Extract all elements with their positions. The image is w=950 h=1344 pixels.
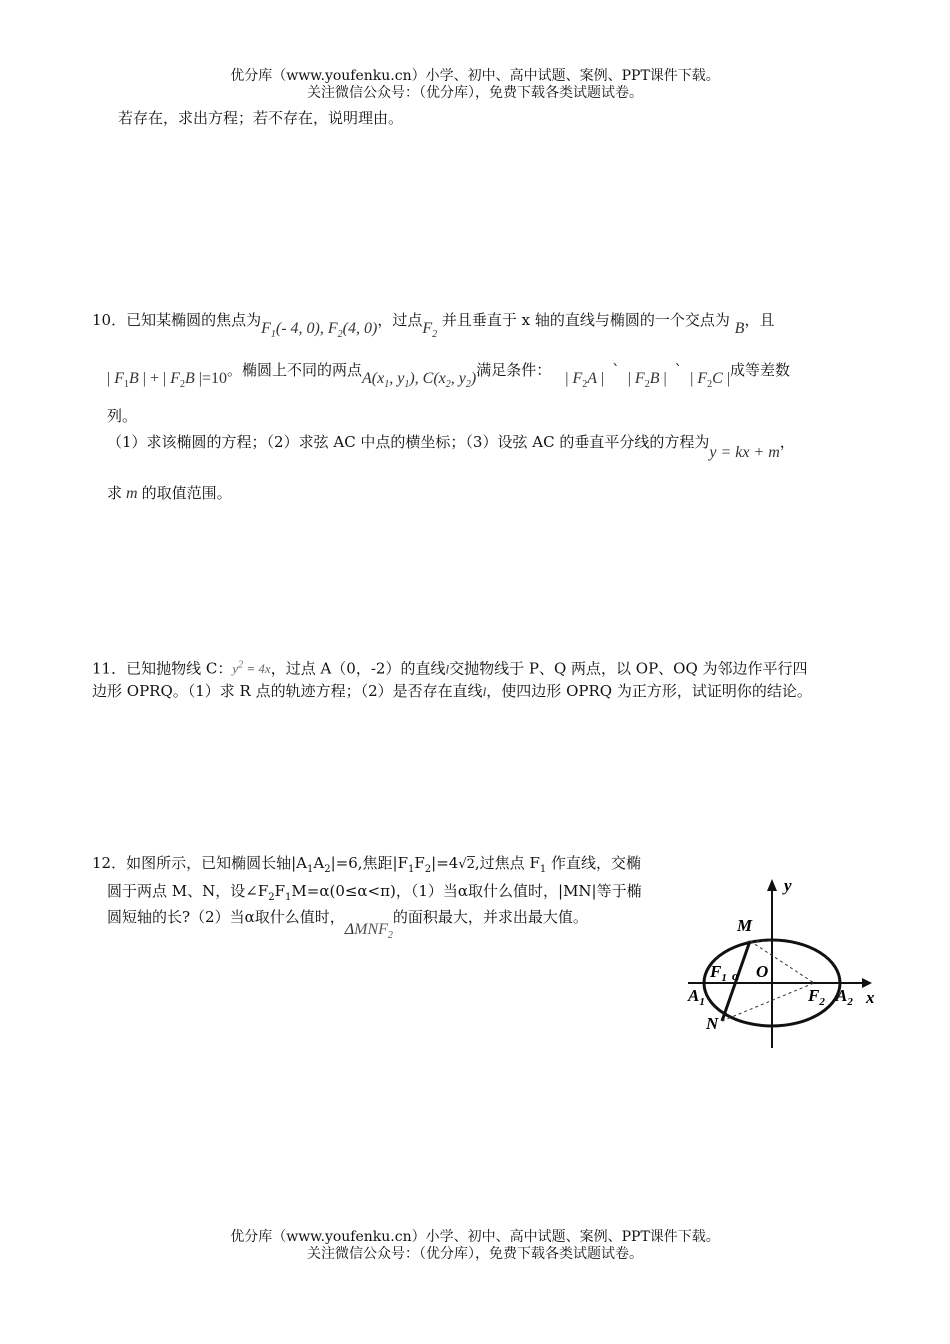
q12-number: 12．	[92, 854, 127, 872]
q12-sqrt-symbol: √	[458, 857, 467, 872]
q12-text-7: 作直线，交椭	[546, 854, 642, 872]
label-m: M	[737, 916, 753, 935]
q12-text-3: |=6,焦距|F	[330, 854, 408, 872]
label-alpha: α	[732, 968, 740, 983]
q10-text-11: 求	[107, 484, 123, 502]
q10-text-7: 成等差数	[730, 361, 791, 379]
page-header	[0, 68, 950, 102]
q11-line-1	[92, 656, 808, 679]
q10-text-1: 已知某椭圆的焦点为	[126, 311, 262, 329]
label-n: N	[706, 1014, 719, 1033]
q12-text-12: 的面积最大，并求出最大值。	[392, 908, 588, 926]
label-o: O	[756, 962, 769, 981]
q12-text-5: |=4	[431, 854, 459, 872]
footer-line-1: 优分库（www.youfenku.cn）小学、初中、高中试题、案例、PPT课件下载。	[230, 1229, 720, 1245]
q12-triangle-mnf2: $\Delta MNF_2$	[344, 921, 393, 942]
q10-text-12: 的取值范围。	[141, 484, 232, 502]
x-axis-arrow-icon	[862, 978, 872, 988]
label-f1: $F_1$	[710, 962, 727, 984]
q10-distance-f2b: | $F_2B$ |	[627, 370, 667, 391]
q11-text-5: ，使四边形 OPRQ 为正方形，试证明你的结论。	[486, 682, 812, 700]
q12-text-2: A	[313, 854, 325, 872]
q11-parabola-equation: $y^2 = 4x$	[232, 660, 271, 677]
footer-line-2: 关注微信公众号：（优分库），免费下载各类试题试卷。	[307, 1246, 643, 1262]
q11-line-l: l	[445, 661, 450, 677]
q11-text-3: 交抛物线于 P、Q 两点，以 OP、OQ 为邻边作平行四	[449, 659, 808, 678]
q12-text-9: F	[274, 882, 286, 900]
q10-text-9: （1）求该椭圆的方程；（2）求弦 AC 中点的横坐标；（3）设弦 AC 的垂直平分线的方程为	[107, 433, 710, 451]
segment-nf2	[722, 983, 814, 1021]
q10-distance-f2a: | $F_2A$ |	[565, 370, 605, 391]
q10-line-5	[107, 483, 232, 504]
y-axis-arrow-icon	[767, 879, 777, 891]
q10-sum-condition: | $F_1B$ | + | $F_2B$ |=10	[107, 370, 227, 391]
q10-text-3: 并且垂直于 x 轴的直线与椭圆的一个交点为	[441, 311, 730, 329]
header-line-2: 关注微信公众号：（优分库），免费下载各类试题试卷。	[307, 85, 643, 101]
q12-line-2	[107, 881, 642, 908]
q10-text-10: ，	[779, 433, 795, 451]
q12-text-10: M=α(0≤α<π)，（1）当α取什么值时，|MN|等于椭	[291, 882, 642, 900]
q12-sub-6: 2	[268, 892, 275, 903]
q12-line-3	[107, 907, 588, 942]
label-y: y	[784, 876, 792, 895]
q12-sub-1: 1	[306, 864, 314, 875]
q12-line-1	[92, 853, 641, 880]
q10-text-6: 满足条件：	[476, 361, 552, 379]
q10-foci-formula: $F_1(-$ 4, 0), $F_2(4$, 0)	[261, 320, 378, 341]
q10-text-5: 。椭圆上不同的两点	[227, 361, 363, 379]
page-footer	[0, 1229, 950, 1263]
q10-line-4	[107, 432, 795, 461]
q12-sub-3: 1	[407, 864, 415, 875]
label-a2: $A_2$	[836, 986, 853, 1008]
header-line-1: 优分库（www.youfenku.cn）小学、初中、高中试题、案例、PPT课件下载。	[230, 68, 720, 84]
ellipse-figure	[682, 873, 880, 1063]
q12-sub-4: 2	[424, 864, 432, 875]
q10-line-2	[107, 360, 791, 391]
q11-number: 11．	[92, 659, 127, 678]
q12-sub-5: 1	[539, 864, 547, 875]
q10-text-2: ，过点	[377, 311, 423, 329]
q10-text-8: 列。	[107, 407, 138, 425]
label-a1: $A_1$	[688, 986, 705, 1008]
label-f2: $F_2$	[808, 986, 825, 1008]
q10-points-ac: $A(x_1$, $y_1$), $C(x_2$, $y_2$)	[362, 370, 477, 391]
q10-text-4: ，且	[744, 311, 775, 329]
q11-text-2: ，过点 A（0，-2）的直线	[270, 659, 446, 678]
q12-text-6: ,过焦点 F	[474, 854, 540, 872]
q12-text-4: F	[414, 854, 425, 872]
q12-sub-7: 1	[285, 892, 292, 903]
q10-separator-1: `	[612, 361, 620, 379]
q12-sqrt-radicand: 2	[466, 857, 475, 872]
q10-number: 10．	[92, 311, 127, 329]
q12-text-8: 圆于两点 M、N，设∠F	[107, 882, 269, 900]
label-x: x	[866, 988, 875, 1007]
q12-text-11: 圆短轴的长?（2）当α取什么值时，	[107, 908, 345, 926]
q10-point-b: B	[734, 320, 745, 337]
q11-text-4: 边形 OPRQ。（1）求 R 点的轨迹方程；（2）是否存在直线	[92, 682, 483, 700]
q10-variable-m: m	[122, 485, 142, 502]
q9-tail-text: 若存在，求出方程；若不存在，说明理由。	[118, 109, 404, 127]
q12-sub-2: 2	[324, 864, 331, 875]
q11-text-1: 已知抛物线 C：	[126, 659, 233, 678]
q10-bisector-equation: y = kx + m	[709, 444, 780, 461]
q12-text-1: 如图所示，已知椭圆长轴|A	[126, 854, 307, 872]
q11-line-l-2: l	[482, 684, 487, 699]
q10-point-f2: $F_2$	[422, 320, 438, 341]
q10-line-1	[92, 310, 775, 341]
q10-separator-2: `	[674, 361, 683, 379]
q10-distance-f2c: | $F_2C$ |	[690, 370, 731, 391]
q11-line-2	[92, 681, 812, 702]
